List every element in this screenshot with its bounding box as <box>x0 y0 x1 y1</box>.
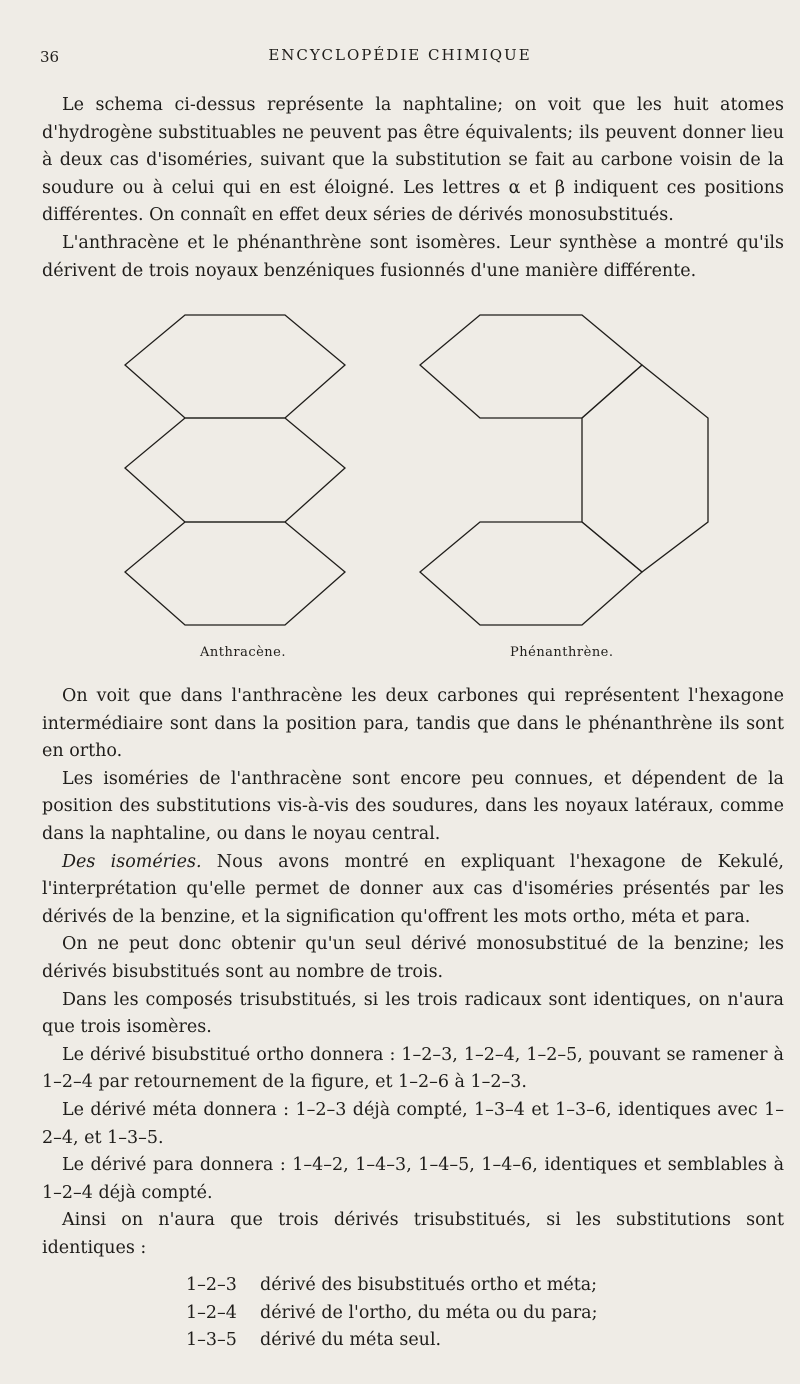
paragraph: Le dérivé méta donnera : 1–2–3 déjà compté, 1–3–4 et 1–3–6, identiques avec 1–2–4, et 1–3–5. <box>42 1099 784 1148</box>
figure-anthracene-phenanthrene <box>110 300 730 670</box>
paragraph: Le schema ci-dessus représente la naphtaline; on voit que les huit atomes d'hydrogène substituables ne peuvent pas être équivalents; ils peuvent donner lieu à deux cas d'isoméries, suivant que la substitution se fait au carbone voisin de la soudure ou à celui qui en est éloigné. Les lettres α et β indiquent ces positions différentes. On connaît en effet deux séries de dérivés monosubstitués. <box>42 95 784 226</box>
anthracene-ring-bottom <box>125 522 345 625</box>
anthracene-ring-middle <box>125 418 345 522</box>
paragraph: Ainsi on n'aura que trois dérivés trisubstitués, si les substitutions sont identiques : <box>42 1210 784 1258</box>
list-item-code: 1–2–3 <box>186 1275 237 1295</box>
paragraph: Le dérivé bisubstitué ortho donnera : 1–2–3, 1–2–4, 1–2–5, pouvant se ramener à 1–2–4 par retournement de la figure, et 1–2–6 à 1–2–3. <box>42 1044 784 1093</box>
list-item-code: 1–3–5 <box>186 1330 237 1351</box>
phenanthrene-ring-bottom <box>420 522 642 625</box>
isomer-list <box>186 1272 597 1355</box>
text-block-top <box>42 92 784 285</box>
paragraph: Dans les composés trisubstitués, si les trois radicaux sont identiques, on n'aura que trois isomères. <box>42 989 784 1038</box>
page-number: 36 <box>40 48 60 66</box>
list-item-text: dérivé du méta seul. <box>260 1330 442 1351</box>
paragraph: Le dérivé para donnera : 1–4–2, 1–4–3, 1–4–5, 1–4–6, identiques et semblables à 1–2–4 déjà compté. <box>42 1155 784 1203</box>
list-item-text: dérivé des bisubstitués ortho et méta; <box>260 1275 598 1295</box>
paragraph-text: Nous avons montré en expliquant l'hexagone de Kekulé, l'interprétation qu'elle permet de donner aux cas d'isoméries présentés par les dérivés de la benzine, et la signification qu'offrent les mots ortho, méta et para. <box>42 851 784 927</box>
structure-diagram <box>110 300 730 640</box>
paragraph: Les isoméries de l'anthracène sont encore peu connues, et dépendent de la position des substitutions vis-à-vis des soudures, dans les noyaux latéraux, comme dans la naphtaline, ou dans le noyau central. <box>42 768 784 844</box>
paragraph: On ne peut donc obtenir qu'un seul dérivé monosubstitué de la benzine; les dérivés bisubstitués sont au nombre de trois. <box>42 934 784 982</box>
running-head: ENCYCLOPÉDIE CHIMIQUE <box>268 46 532 64</box>
paragraph: On voit que dans l'anthracène les deux carbones qui représentent l'hexagone intermédiaire sont dans la position para, tandis que dans le phénanthrène ils sont en ortho. <box>42 686 784 762</box>
section-heading: Des isoméries. <box>62 851 202 872</box>
caption-phenanthrene: Phénanthrène. <box>510 645 614 660</box>
paragraph: L'anthracène et le phénanthrène sont isomères. Leur synthèse a montré qu'ils dérivent de trois noyaux benzéniques fusionnés d'une manière différente. <box>42 232 784 281</box>
text-block-bottom <box>42 683 784 1262</box>
list-item <box>186 1272 597 1300</box>
list-item-text: dérivé de l'ortho, du méta ou du para; <box>260 1302 598 1323</box>
list-item-code: 1–2–4 <box>186 1302 237 1323</box>
caption-anthracene: Anthracène. <box>200 645 286 660</box>
list-item <box>186 1327 597 1355</box>
list-item <box>186 1300 597 1328</box>
phenanthrene-ring-top <box>420 315 642 418</box>
phenanthrene-ring-middle <box>582 365 708 572</box>
anthracene-ring-top <box>125 315 345 418</box>
paragraph-isomeries <box>42 849 784 932</box>
